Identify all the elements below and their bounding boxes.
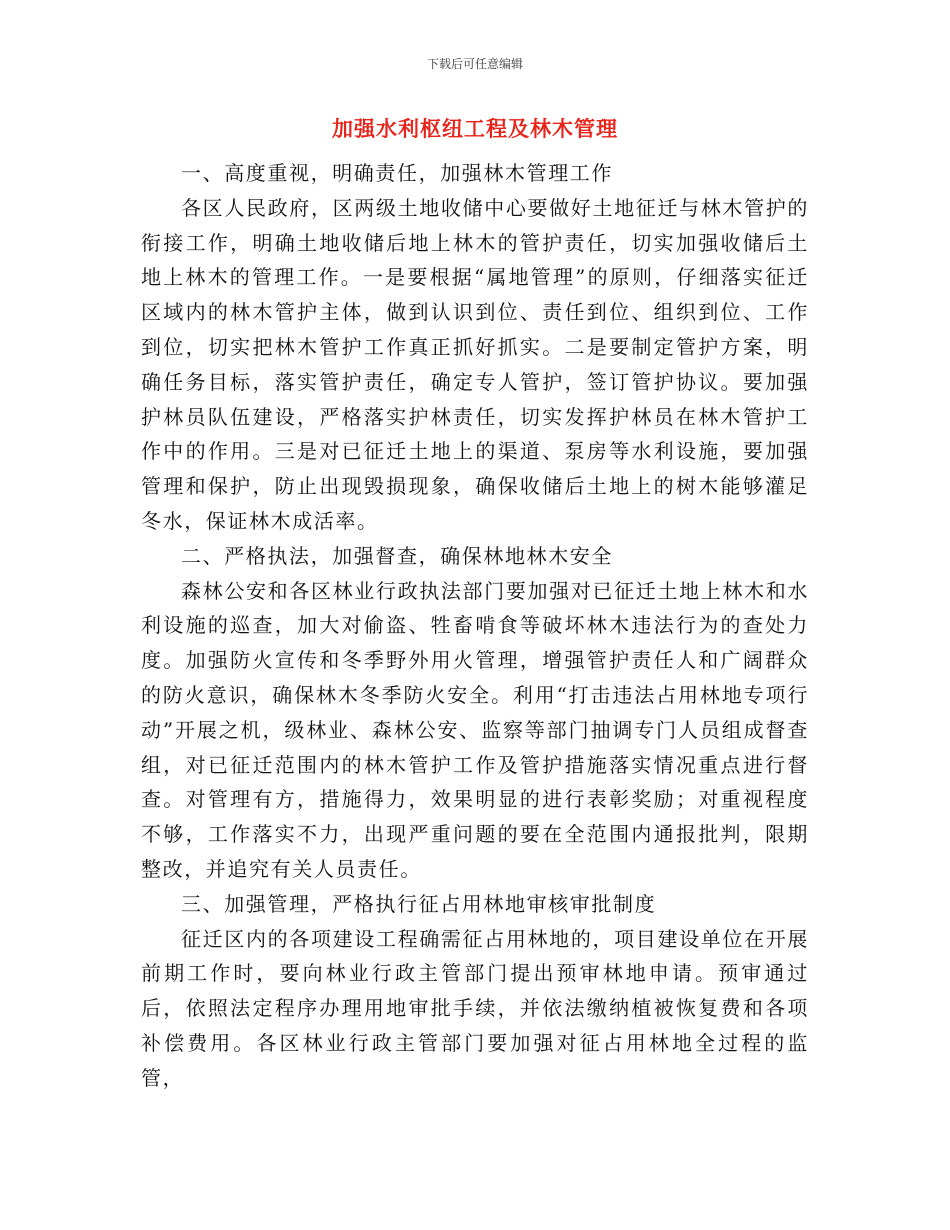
section-heading-3: 三、加强管理，严格执行征占用林地审核审批制度 [181, 891, 657, 916]
document-title: 加强水利枢纽工程及林木管理 [332, 117, 618, 141]
document-body [141, 156, 809, 1096]
section-heading-2: 二、严格执法，加强督查，确保林地林木安全 [181, 543, 613, 568]
body-paragraph-1: 各区人民政府，区两级土地收储中心要做好土地征迁与林木管护的衔接工作，明确土地收储后地上林木的管护责任，切实加强收储后土地上林木的管理工作。一是要根据“属地管理”的原则，仔细落实征迁区域内的林木管护主体，做到认识到位、责任到位、组织到位、工作到位，切实把林木管护工作真正抓好抓实。二是要制定管护方案，明确任务目标，落实管护责任，确定专人管护，签订管护协议。要加强护林员队伍建设，严格落实护林责任，切实发挥护林员在林木管护工作中的作用。三是对已征迁土地上的渠道、泵房等水利设施，要加强管理和保护，防止出现毁损现象，确保收储后土地上的树木能够灌足冬水，保证林木成活率。 [141, 195, 809, 533]
header-note: 下载后可任意编辑 [426, 57, 523, 71]
section-heading-1: 一、高度重视，明确责任，加强林木管理工作 [181, 161, 613, 185]
body-paragraph-2: 森林公安和各区林业行政执法部门要加强对已征迁土地上林木和水利设施的巡查，加大对偷盗、牲畜啃食等破坏林木违法行为的查处力度。加强防火宣传和冬季野外用火管理，增强管护责任人和广阔群众的防火意识，确保林木冬季防火安全。利用“打击违法占用林地专项行动”开展之机，级林业、森林公安、监察等部门抽调专门人员组成督查组，对已征迁范围内的林木管护工作及管护措施落实情况重点进行督查。对管理有方，措施得力，效果明显的进行表彰奖励；对重视程度不够，工作落实不力，出现严重问题的要在全范围内通报批判，限期整改，并追究有关人员责任。 [141, 578, 809, 881]
body-paragraph-3: 征迁区内的各项建设工程确需征占用林地的，项目建设单位在开展前期工作时，要向林业行政主管部门提出预审林地申请。预审通过后，依照法定程序办理用地审批手续，并依法缴纳植被恢复费和各项补偿费用。各区林业行政主管部门要加强对征占用林地全过程的监管， [141, 926, 809, 1090]
